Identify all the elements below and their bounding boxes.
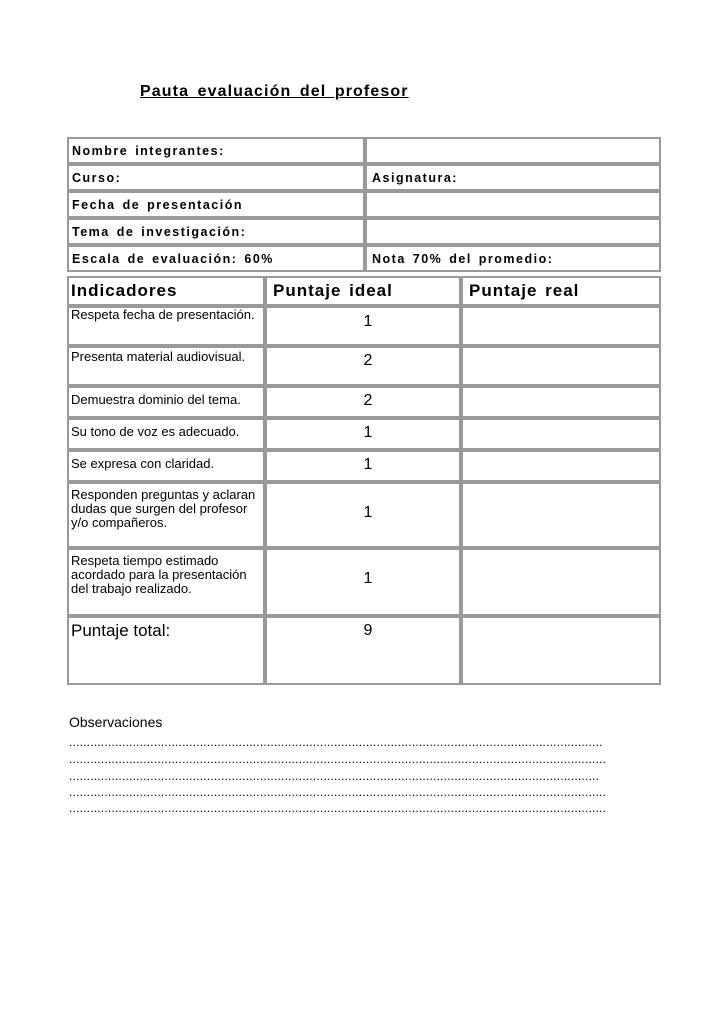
- table-row: [67, 482, 661, 548]
- table-row: [67, 306, 661, 346]
- table-row: [67, 346, 661, 386]
- header-indicadores: Indicadores: [67, 276, 265, 306]
- indicators-header-row: [67, 276, 661, 306]
- indicators-table: [67, 276, 661, 685]
- info-table: [67, 137, 661, 272]
- ideal-score: 1: [265, 450, 461, 482]
- indicator-text: Demuestra dominio del tema.: [67, 386, 265, 418]
- ideal-score: 2: [265, 346, 461, 386]
- ideal-score: 1: [265, 306, 461, 346]
- observaciones-line: ........................................................................................................................................................: [69, 786, 607, 798]
- header-puntaje-ideal: Puntaje ideal: [265, 276, 461, 306]
- escala-label: Escala de evaluación: 60%: [67, 245, 365, 272]
- total-row: [67, 616, 661, 685]
- real-score: [461, 418, 661, 450]
- indicator-text: Presenta material audiovisual.: [67, 346, 265, 386]
- observaciones-line: ......................................................................................................................................................: [69, 770, 600, 782]
- info-row-escala: [67, 245, 661, 272]
- ideal-score: 1: [265, 418, 461, 450]
- observaciones-label: Observaciones: [69, 714, 163, 730]
- total-real: [461, 616, 661, 685]
- observaciones-line: .......................................................................................................................................................: [69, 736, 603, 748]
- real-score: [461, 346, 661, 386]
- fecha-value: [365, 191, 661, 218]
- ideal-score: 1: [265, 482, 461, 548]
- observaciones-line: ........................................................................................................................................................: [69, 753, 607, 765]
- table-row: [67, 418, 661, 450]
- tema-value: [365, 218, 661, 245]
- nombre-label: Nombre integrantes:: [67, 137, 365, 164]
- real-score: [461, 482, 661, 548]
- asignatura-label: Asignatura:: [365, 164, 661, 191]
- header-puntaje-real: Puntaje real: [461, 276, 661, 306]
- nota-label: Nota 70% del promedio:: [365, 245, 661, 272]
- tema-label: Tema de investigación:: [67, 218, 365, 245]
- info-row-nombre: [67, 137, 661, 164]
- ideal-score: 1: [265, 548, 461, 616]
- indicator-text: Responden preguntas y aclaran dudas que surgen del profesor y/o compañeros.: [67, 482, 265, 548]
- indicator-text: Respeta tiempo estimado acordado para la presentación del trabajo realizado.: [67, 548, 265, 616]
- indicator-text: Su tono de voz es adecuado.: [67, 418, 265, 450]
- real-score: [461, 306, 661, 346]
- curso-label: Curso:: [67, 164, 365, 191]
- nombre-value: [365, 137, 661, 164]
- table-row: [67, 548, 661, 616]
- table-row: [67, 450, 661, 482]
- real-score: [461, 548, 661, 616]
- page-title: Pauta evaluación del profesor: [140, 83, 409, 100]
- table-row: [67, 386, 661, 418]
- ideal-score: 2: [265, 386, 461, 418]
- indicator-text: Se expresa con claridad.: [67, 450, 265, 482]
- observaciones-line: ........................................................................................................................................................: [69, 802, 607, 814]
- real-score: [461, 386, 661, 418]
- real-score: [461, 450, 661, 482]
- info-row-fecha: [67, 191, 661, 218]
- fecha-label: Fecha de presentación: [67, 191, 365, 218]
- info-row-curso: [67, 164, 661, 191]
- total-ideal: 9: [265, 616, 461, 685]
- indicator-text: Respeta fecha de presentación.: [67, 306, 265, 346]
- info-row-tema: [67, 218, 661, 245]
- total-label: Puntaje total:: [67, 616, 265, 685]
